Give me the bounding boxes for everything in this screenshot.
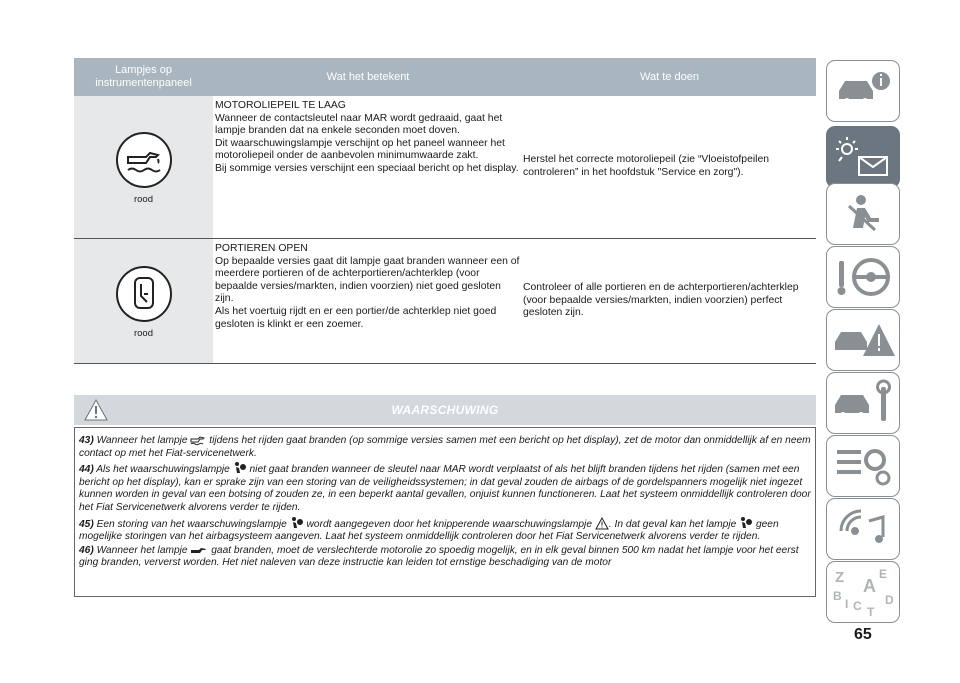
action-cell: Herstel het correcte motoroliepeil (zie “Vloeistofpeilen controleren” in het hoofdstuk "Service en zorg"). — [523, 154, 770, 178]
warning-lights-icon — [827, 127, 899, 187]
airbag-icon — [290, 516, 304, 530]
warning-note: 43) Wanneer het lampje tijdens het rijden gaat branden (op sommige versies samen met een bericht op het display), zet de motor dan onmiddellijk af en neem contact op met het Fiat-servicenetwerk. — [79, 435, 811, 459]
page-number: 65 — [854, 626, 872, 643]
warning-note: 45) Een storing van het waarschuwingslampje wordt aangegeven door het knipperende waarschuwingslampje . In dat geval kan het lampje geen mogelijke storingen van het airbagsysteem aangeven. Laat het systeem onmiddellijk controleren door het Fiat Servicenetwerk alvorens verder te rijden. — [79, 516, 813, 544]
lamp-color-label: rood — [133, 193, 153, 205]
multimedia-icon — [827, 499, 899, 559]
warning-title: WAARSCHUWING — [391, 403, 499, 417]
warning-triangle-icon — [595, 517, 609, 530]
tab-technical-data[interactable] — [826, 435, 900, 497]
lamp-color-label: rood — [133, 327, 153, 339]
tab-multimedia[interactable] — [826, 498, 900, 560]
warning-header — [74, 395, 816, 425]
airbag-icon — [233, 461, 247, 475]
lamp-cell — [74, 239, 213, 363]
action-cell: Controleer of alle portieren en de achterportieren/achterklep (voor bepaalde versies/markten, indien voorzien) perfect gesloten zijn. — [523, 282, 799, 319]
table-row — [74, 239, 816, 364]
lamp-cell — [74, 96, 213, 238]
header-lamps: Lampjes op instrumentenpaneel — [74, 58, 213, 96]
maintenance-icon — [827, 373, 899, 433]
steering-icon — [827, 247, 899, 307]
oil-pressure-icon — [114, 130, 174, 190]
car-info-icon — [827, 61, 899, 121]
svg-text:D: D — [885, 593, 894, 607]
warning-note: 44) Als het waarschuwingslampje niet gaat branden wanneer de sleutel naar MAR wordt verplaatst of als het blijft branden tijdens het rijden (samen met een bericht op het display), kan er sprake zijn van een storing van de veiligheidssystemen; in dat geval zouden de airbags of de gordelspanners mogelijk niet ingezet kunnen worden in geval van een botsing of zouden ze, in een beperkt aantal gevallen, onjuist kunnen functioneren. Laat het systeem onmiddellijk controleren door het Fiat Servicenetwerk alvorens verder te rijden. — [79, 461, 813, 514]
header-action: Wat te doen — [523, 58, 816, 96]
oil-degradation-icon — [190, 546, 208, 556]
door-open-icon — [114, 264, 174, 324]
index-icon — [827, 562, 899, 622]
tab-warning-lights[interactable] — [826, 126, 900, 188]
svg-text:Z: Z — [835, 569, 845, 586]
svg-text:T: T — [867, 605, 875, 619]
svg-text:B: B — [833, 589, 842, 603]
safety-icon — [827, 184, 899, 244]
tab-safety[interactable] — [826, 183, 900, 245]
oil-pressure-icon — [190, 434, 206, 446]
svg-text:A: A — [863, 576, 876, 596]
airbag-icon — [739, 516, 753, 530]
tab-car-info[interactable] — [826, 60, 900, 122]
table-row — [74, 96, 816, 239]
warning-lights-table — [74, 58, 816, 364]
tab-steering[interactable] — [826, 246, 900, 308]
svg-text:C: C — [853, 599, 862, 613]
technical-data-icon — [827, 436, 899, 496]
tab-index[interactable] — [826, 561, 900, 623]
tab-maintenance[interactable] — [826, 372, 900, 434]
warning-note: 46) Wanneer het lampje gaat branden, moet de verslechterde motorolie zo spoedig mogelijk, en in elk geval binnen 500 km nadat het lampje voor het eerst ging branden, ververst worden. Het niet naleven van deze instructie kan leiden tot ernstige beschadiging van de motor — [79, 544, 799, 569]
emergency-icon — [827, 310, 899, 370]
svg-text:E: E — [879, 567, 888, 581]
header-meaning: Wat het betekent — [215, 58, 521, 96]
svg-text:I: I — [845, 597, 849, 611]
warning-notes — [79, 434, 813, 571]
meaning-cell: MOTOROLIEPEIL TE LAAG Wanneer de contactsleutel naar MAR wordt gedraaid, gaat het lampje branden dat na enkele seconden moet doven. Dit waarschuwingslampje verschijnt op het paneel wanneer het motoroliepeil onder de aanbevolen minimumwaarde zakt. Bij sommige versies verschijnt een speciaal bericht op het display. — [215, 100, 519, 174]
table-header — [74, 58, 816, 96]
meaning-cell: PORTIEREN OPEN Op bepaalde versies gaat dit lampje gaat branden wanneer een of meerdere portieren of de achterportieren/achterklep (voor bepaalde versies/markten, indien voorzien) niet goed gesloten zijn. Als het voertuig rijdt en er een portier/de achterklep niet goed gesloten is klinkt er een zoemer. — [215, 243, 520, 330]
tab-emergency[interactable] — [826, 309, 900, 371]
